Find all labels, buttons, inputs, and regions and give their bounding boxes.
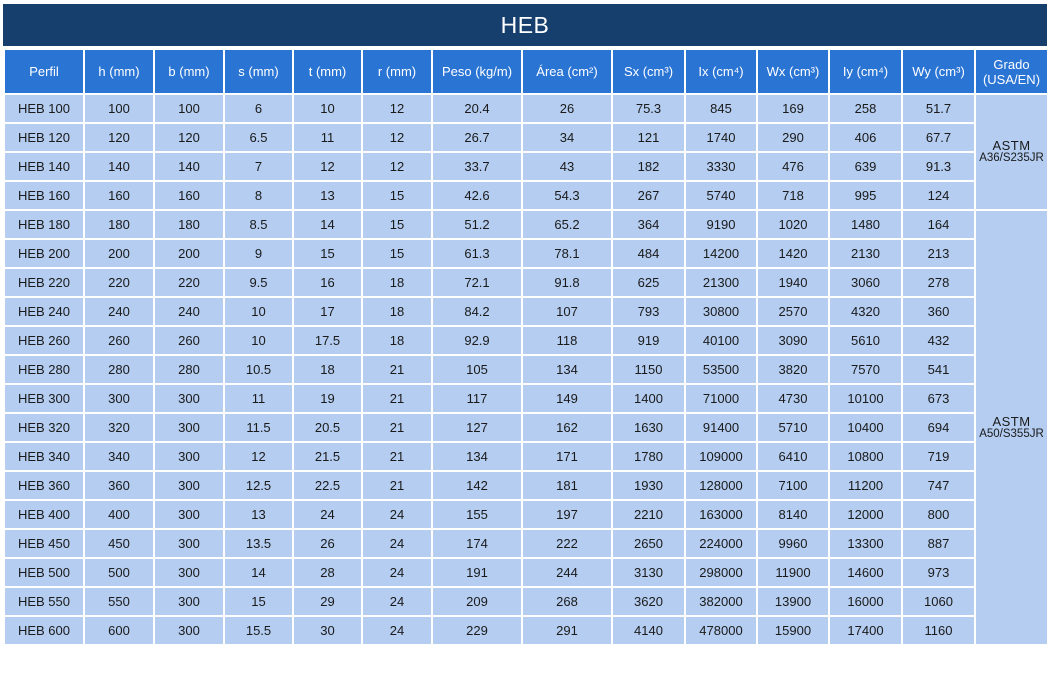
value-cell: 51.2 [432, 210, 522, 239]
value-cell: 24 [362, 500, 432, 529]
value-cell: 1150 [612, 355, 685, 384]
value-cell: 107 [522, 297, 612, 326]
heb-properties-table [3, 48, 1049, 646]
value-cell: 43 [522, 152, 612, 181]
table-row [4, 355, 1048, 384]
column-header: b (mm) [154, 49, 224, 94]
value-cell: 300 [154, 442, 224, 471]
value-cell: 229 [432, 616, 522, 645]
value-cell: 5740 [685, 181, 757, 210]
value-cell: 300 [154, 616, 224, 645]
value-cell: 180 [84, 210, 154, 239]
value-cell: 1420 [757, 239, 829, 268]
column-header: Iy (cm⁴) [829, 49, 902, 94]
value-cell: 7100 [757, 471, 829, 500]
value-cell: 20.4 [432, 94, 522, 123]
value-cell: 13 [293, 181, 362, 210]
value-cell: 169 [757, 94, 829, 123]
column-header: Wx (cm³) [757, 49, 829, 94]
value-cell: 1400 [612, 384, 685, 413]
value-cell: 500 [84, 558, 154, 587]
value-cell: 53500 [685, 355, 757, 384]
column-header: Grado (USA/EN) [975, 49, 1048, 94]
value-cell: 478000 [685, 616, 757, 645]
value-cell: 21 [362, 413, 432, 442]
value-cell: 109000 [685, 442, 757, 471]
table-row [4, 123, 1048, 152]
value-cell: 222 [522, 529, 612, 558]
value-cell: 180 [154, 210, 224, 239]
value-cell: 13.5 [224, 529, 293, 558]
grade-standard: ASTM [992, 138, 1031, 153]
value-cell: 15 [362, 210, 432, 239]
value-cell: 6.5 [224, 123, 293, 152]
value-cell: 432 [902, 326, 975, 355]
value-cell: 28 [293, 558, 362, 587]
value-cell: 91.8 [522, 268, 612, 297]
table-row [4, 529, 1048, 558]
value-cell: 120 [84, 123, 154, 152]
profile-cell: HEB 280 [4, 355, 84, 384]
value-cell: 14600 [829, 558, 902, 587]
value-cell: 124 [902, 181, 975, 210]
value-cell: 2650 [612, 529, 685, 558]
value-cell: 476 [757, 152, 829, 181]
value-cell: 258 [829, 94, 902, 123]
value-cell: 9 [224, 239, 293, 268]
value-cell: 793 [612, 297, 685, 326]
value-cell: 91400 [685, 413, 757, 442]
value-cell: 673 [902, 384, 975, 413]
value-cell: 12 [362, 152, 432, 181]
value-cell: 9960 [757, 529, 829, 558]
value-cell: 13900 [757, 587, 829, 616]
grade-spec: A36/S235JR [979, 152, 1044, 164]
value-cell: 747 [902, 471, 975, 500]
value-cell: 278 [902, 268, 975, 297]
value-cell: 887 [902, 529, 975, 558]
value-cell: 6410 [757, 442, 829, 471]
value-cell: 11200 [829, 471, 902, 500]
profile-cell: HEB 140 [4, 152, 84, 181]
value-cell: 625 [612, 268, 685, 297]
value-cell: 24 [293, 500, 362, 529]
value-cell: 24 [362, 616, 432, 645]
value-cell: 300 [154, 500, 224, 529]
profile-cell: HEB 600 [4, 616, 84, 645]
value-cell: 13300 [829, 529, 902, 558]
value-cell: 18 [293, 355, 362, 384]
value-cell: 24 [362, 558, 432, 587]
value-cell: 224000 [685, 529, 757, 558]
value-cell: 34 [522, 123, 612, 152]
value-cell: 694 [902, 413, 975, 442]
table-row [4, 210, 1048, 239]
value-cell: 300 [154, 413, 224, 442]
value-cell: 300 [154, 587, 224, 616]
table-row [4, 239, 1048, 268]
table-row [4, 268, 1048, 297]
value-cell: 9.5 [224, 268, 293, 297]
value-cell: 8 [224, 181, 293, 210]
value-cell: 16 [293, 268, 362, 297]
table-row [4, 326, 1048, 355]
value-cell: 639 [829, 152, 902, 181]
value-cell: 134 [522, 355, 612, 384]
value-cell: 128000 [685, 471, 757, 500]
value-cell: 174 [432, 529, 522, 558]
value-cell: 24 [362, 587, 432, 616]
value-cell: 24 [362, 529, 432, 558]
value-cell: 12 [362, 123, 432, 152]
value-cell: 10.5 [224, 355, 293, 384]
value-cell: 91.3 [902, 152, 975, 181]
value-cell: 11 [293, 123, 362, 152]
value-cell: 267 [612, 181, 685, 210]
column-header: Sx (cm³) [612, 49, 685, 94]
value-cell: 240 [84, 297, 154, 326]
value-cell: 72.1 [432, 268, 522, 297]
value-cell: 17.5 [293, 326, 362, 355]
value-cell: 149 [522, 384, 612, 413]
value-cell: 10400 [829, 413, 902, 442]
table-row [4, 152, 1048, 181]
profile-cell: HEB 360 [4, 471, 84, 500]
value-cell: 65.2 [522, 210, 612, 239]
value-cell: 240 [154, 297, 224, 326]
value-cell: 40100 [685, 326, 757, 355]
value-cell: 134 [432, 442, 522, 471]
value-cell: 182 [612, 152, 685, 181]
value-cell: 100 [84, 94, 154, 123]
value-cell: 6 [224, 94, 293, 123]
table-body [4, 94, 1048, 645]
value-cell: 164 [902, 210, 975, 239]
value-cell: 92.9 [432, 326, 522, 355]
value-cell: 26.7 [432, 123, 522, 152]
value-cell: 200 [154, 239, 224, 268]
value-cell: 1740 [685, 123, 757, 152]
value-cell: 19 [293, 384, 362, 413]
table-row [4, 94, 1048, 123]
value-cell: 291 [522, 616, 612, 645]
value-cell: 14 [293, 210, 362, 239]
value-cell: 3090 [757, 326, 829, 355]
value-cell: 300 [154, 529, 224, 558]
value-cell: 8140 [757, 500, 829, 529]
value-cell: 600 [84, 616, 154, 645]
value-cell: 3620 [612, 587, 685, 616]
value-cell: 160 [84, 181, 154, 210]
value-cell: 300 [84, 384, 154, 413]
value-cell: 71000 [685, 384, 757, 413]
value-cell: 364 [612, 210, 685, 239]
column-header: s (mm) [224, 49, 293, 94]
value-cell: 320 [84, 413, 154, 442]
value-cell: 26 [293, 529, 362, 558]
value-cell: 11.5 [224, 413, 293, 442]
profile-cell: HEB 400 [4, 500, 84, 529]
value-cell: 191 [432, 558, 522, 587]
value-cell: 300 [154, 558, 224, 587]
value-cell: 260 [154, 326, 224, 355]
value-cell: 280 [84, 355, 154, 384]
column-header: h (mm) [84, 49, 154, 94]
value-cell: 973 [902, 558, 975, 587]
grade-standard: ASTM [992, 413, 1031, 429]
value-cell: 4730 [757, 384, 829, 413]
column-header: Wy (cm³) [902, 49, 975, 94]
value-cell: 120 [154, 123, 224, 152]
profile-cell: HEB 240 [4, 297, 84, 326]
value-cell: 127 [432, 413, 522, 442]
value-cell: 10 [224, 326, 293, 355]
value-cell: 268 [522, 587, 612, 616]
value-cell: 15 [362, 239, 432, 268]
value-cell: 995 [829, 181, 902, 210]
value-cell: 3060 [829, 268, 902, 297]
value-cell: 197 [522, 500, 612, 529]
value-cell: 15.5 [224, 616, 293, 645]
value-cell: 5710 [757, 413, 829, 442]
value-cell: 84.2 [432, 297, 522, 326]
value-cell: 3130 [612, 558, 685, 587]
value-cell: 300 [154, 384, 224, 413]
value-cell: 4320 [829, 297, 902, 326]
profile-cell: HEB 300 [4, 384, 84, 413]
value-cell: 30800 [685, 297, 757, 326]
value-cell: 11900 [757, 558, 829, 587]
value-cell: 300 [154, 471, 224, 500]
value-cell: 140 [84, 152, 154, 181]
header-row [4, 49, 1048, 94]
value-cell: 1630 [612, 413, 685, 442]
value-cell: 9190 [685, 210, 757, 239]
value-cell: 142 [432, 471, 522, 500]
value-cell: 10 [224, 297, 293, 326]
value-cell: 22.5 [293, 471, 362, 500]
value-cell: 406 [829, 123, 902, 152]
table-row [4, 558, 1048, 587]
value-cell: 719 [902, 442, 975, 471]
value-cell: 382000 [685, 587, 757, 616]
column-header: Área (cm²) [522, 49, 612, 94]
table-row [4, 297, 1048, 326]
value-cell: 290 [757, 123, 829, 152]
value-cell: 209 [432, 587, 522, 616]
value-cell: 42.6 [432, 181, 522, 210]
value-cell: 21 [362, 442, 432, 471]
profile-cell: HEB 180 [4, 210, 84, 239]
value-cell: 21 [362, 384, 432, 413]
value-cell: 17400 [829, 616, 902, 645]
value-cell: 3820 [757, 355, 829, 384]
value-cell: 15 [293, 239, 362, 268]
table-row [4, 587, 1048, 616]
value-cell: 75.3 [612, 94, 685, 123]
table-row [4, 413, 1048, 442]
value-cell: 7570 [829, 355, 902, 384]
table-row [4, 616, 1048, 645]
profile-cell: HEB 450 [4, 529, 84, 558]
value-cell: 15 [224, 587, 293, 616]
value-cell: 160 [154, 181, 224, 210]
value-cell: 3330 [685, 152, 757, 181]
value-cell: 61.3 [432, 239, 522, 268]
value-cell: 919 [612, 326, 685, 355]
value-cell: 213 [902, 239, 975, 268]
value-cell: 2570 [757, 297, 829, 326]
value-cell: 1930 [612, 471, 685, 500]
value-cell: 718 [757, 181, 829, 210]
value-cell: 67.7 [902, 123, 975, 152]
table-row [4, 471, 1048, 500]
table-row [4, 500, 1048, 529]
profile-cell: HEB 320 [4, 413, 84, 442]
table-row [4, 442, 1048, 471]
value-cell: 1060 [902, 587, 975, 616]
value-cell: 14 [224, 558, 293, 587]
value-cell: 550 [84, 587, 154, 616]
value-cell: 33.7 [432, 152, 522, 181]
value-cell: 21 [362, 471, 432, 500]
value-cell: 163000 [685, 500, 757, 529]
value-cell: 1020 [757, 210, 829, 239]
profile-cell: HEB 340 [4, 442, 84, 471]
value-cell: 21 [362, 355, 432, 384]
value-cell: 450 [84, 529, 154, 558]
table-row [4, 181, 1048, 210]
grade-cell [975, 210, 1048, 645]
value-cell: 51.7 [902, 94, 975, 123]
value-cell: 2210 [612, 500, 685, 529]
value-cell: 2130 [829, 239, 902, 268]
value-cell: 15 [362, 181, 432, 210]
value-cell: 12000 [829, 500, 902, 529]
column-header: Perfil [4, 49, 84, 94]
value-cell: 13 [224, 500, 293, 529]
profile-cell: HEB 550 [4, 587, 84, 616]
value-cell: 1160 [902, 616, 975, 645]
value-cell: 21.5 [293, 442, 362, 471]
value-cell: 220 [154, 268, 224, 297]
value-cell: 4140 [612, 616, 685, 645]
column-header: Ix (cm⁴) [685, 49, 757, 94]
value-cell: 800 [902, 500, 975, 529]
value-cell: 260 [84, 326, 154, 355]
heb-table-container [3, 4, 1047, 646]
table-row [4, 384, 1048, 413]
column-header: r (mm) [362, 49, 432, 94]
value-cell: 10 [293, 94, 362, 123]
value-cell: 181 [522, 471, 612, 500]
grade-spec: A50/S355JR [979, 427, 1044, 440]
value-cell: 8.5 [224, 210, 293, 239]
value-cell: 21300 [685, 268, 757, 297]
value-cell: 5610 [829, 326, 902, 355]
value-cell: 105 [432, 355, 522, 384]
value-cell: 1940 [757, 268, 829, 297]
grade-cell [975, 94, 1048, 210]
value-cell: 171 [522, 442, 612, 471]
column-header: t (mm) [293, 49, 362, 94]
value-cell: 14200 [685, 239, 757, 268]
profile-cell: HEB 260 [4, 326, 84, 355]
value-cell: 1480 [829, 210, 902, 239]
value-cell: 220 [84, 268, 154, 297]
value-cell: 118 [522, 326, 612, 355]
value-cell: 12 [362, 94, 432, 123]
value-cell: 10800 [829, 442, 902, 471]
value-cell: 200 [84, 239, 154, 268]
value-cell: 18 [362, 297, 432, 326]
profile-cell: HEB 100 [4, 94, 84, 123]
profile-cell: HEB 160 [4, 181, 84, 210]
value-cell: 11 [224, 384, 293, 413]
value-cell: 18 [362, 268, 432, 297]
profile-cell: HEB 200 [4, 239, 84, 268]
value-cell: 400 [84, 500, 154, 529]
value-cell: 78.1 [522, 239, 612, 268]
value-cell: 845 [685, 94, 757, 123]
value-cell: 121 [612, 123, 685, 152]
value-cell: 18 [362, 326, 432, 355]
value-cell: 15900 [757, 616, 829, 645]
profile-cell: HEB 500 [4, 558, 84, 587]
value-cell: 12.5 [224, 471, 293, 500]
value-cell: 10100 [829, 384, 902, 413]
value-cell: 162 [522, 413, 612, 442]
value-cell: 20.5 [293, 413, 362, 442]
value-cell: 100 [154, 94, 224, 123]
value-cell: 12 [293, 152, 362, 181]
value-cell: 30 [293, 616, 362, 645]
profile-cell: HEB 220 [4, 268, 84, 297]
value-cell: 140 [154, 152, 224, 181]
value-cell: 7 [224, 152, 293, 181]
value-cell: 26 [522, 94, 612, 123]
value-cell: 541 [902, 355, 975, 384]
value-cell: 298000 [685, 558, 757, 587]
value-cell: 12 [224, 442, 293, 471]
value-cell: 117 [432, 384, 522, 413]
value-cell: 340 [84, 442, 154, 471]
value-cell: 54.3 [522, 181, 612, 210]
value-cell: 280 [154, 355, 224, 384]
value-cell: 17 [293, 297, 362, 326]
value-cell: 155 [432, 500, 522, 529]
table-title: HEB [3, 4, 1047, 46]
value-cell: 360 [902, 297, 975, 326]
column-header: Peso (kg/m) [432, 49, 522, 94]
value-cell: 29 [293, 587, 362, 616]
value-cell: 244 [522, 558, 612, 587]
value-cell: 16000 [829, 587, 902, 616]
profile-cell: HEB 120 [4, 123, 84, 152]
value-cell: 360 [84, 471, 154, 500]
value-cell: 484 [612, 239, 685, 268]
value-cell: 1780 [612, 442, 685, 471]
